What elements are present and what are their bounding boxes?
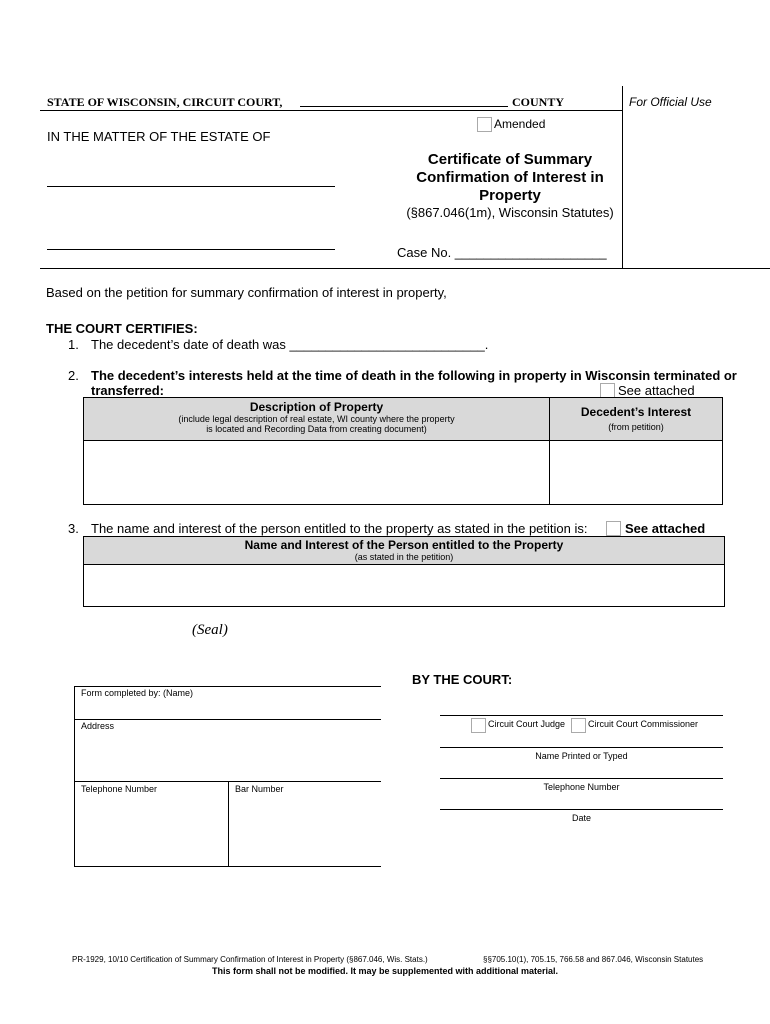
date-label: Date: [571, 813, 591, 823]
estate-name-line[interactable]: [47, 186, 335, 187]
completed-by-label: Form completed by: (Name): [81, 688, 194, 698]
name-printed-label: Name Printed or Typed: [535, 751, 628, 761]
item-3-text: The name and interest of the person entitled to the property as stated in the petition is:: [91, 521, 588, 536]
date-line[interactable]: [440, 809, 723, 810]
header-bottom-rule: [40, 268, 770, 269]
description-title: Description of Property: [249, 400, 384, 414]
item-2-number: 2.: [68, 368, 79, 383]
county-label: COUNTY: [512, 95, 565, 109]
description-cell[interactable]: [84, 441, 549, 504]
amended-checkbox[interactable]: [477, 117, 492, 132]
form-box-rule-1: [74, 719, 381, 720]
judge-checkbox[interactable]: [471, 718, 486, 733]
judge-label: Circuit Court Judge: [488, 719, 566, 729]
statute-reference: (§867.046(1m), Wisconsin Statutes): [406, 205, 614, 220]
item-3-number: 3.: [68, 521, 79, 536]
title-line-2: Confirmation of Interest in: [416, 169, 604, 186]
item-2-text-line-2: transferred:: [91, 383, 164, 398]
by-the-court-heading: BY THE COURT:: [412, 672, 513, 687]
see-attached-label-2: See attached: [625, 521, 706, 536]
telephone-field[interactable]: [75, 796, 227, 865]
entitled-cell[interactable]: [84, 565, 724, 606]
case-number-field[interactable]: Case No. _____________________: [397, 245, 607, 260]
estate-of-label: IN THE MATTER OF THE ESTATE OF: [47, 129, 271, 144]
item-2-text-line-1: The decedent’s interests held at the time of death in the following in property in Wisconsin terminated or: [91, 368, 737, 383]
court-certifies-heading: THE COURT CERTIFIES:: [46, 321, 198, 336]
official-use-label: For Official Use: [629, 95, 712, 109]
description-sub-2: is located and Recording Data from creating document): [206, 424, 427, 434]
see-attached-label-1: See attached: [618, 383, 695, 398]
bar-number-field[interactable]: [229, 796, 381, 865]
telephone-label: Telephone Number: [81, 784, 158, 794]
statutes-reference: §§705.10(1), 705.15, 766.58 and 867.046, Wisconsin Statutes: [483, 955, 704, 964]
commissioner-label: Circuit Court Commissioner: [588, 719, 699, 729]
commissioner-checkbox[interactable]: [571, 718, 586, 733]
interest-column-header: [550, 405, 722, 432]
entitled-sub: (as stated in the petition): [354, 552, 454, 562]
court-telephone-line[interactable]: [440, 778, 723, 779]
form-box-top: [74, 686, 381, 687]
court-telephone-label: Telephone Number: [543, 782, 620, 792]
county-name-line: [300, 106, 508, 107]
see-attached-checkbox-2[interactable]: [606, 521, 621, 536]
seal-label: (Seal): [192, 622, 228, 638]
modification-notice: This form shall not be modified. It may be supplemented with additional material.: [211, 966, 559, 976]
entitled-title: Name and Interest of the Person entitled to the Property: [244, 538, 564, 552]
address-label: Address: [81, 721, 115, 731]
interest-sub: (from petition): [608, 422, 664, 432]
bar-number-label: Bar Number: [235, 784, 284, 794]
completed-by-field[interactable]: [75, 699, 381, 718]
address-field[interactable]: [75, 733, 381, 780]
signature-line[interactable]: [440, 715, 723, 716]
interest-cell[interactable]: [550, 441, 722, 504]
name-printed-line[interactable]: [440, 747, 723, 748]
description-column-header: [84, 400, 549, 434]
amended-label: Amended: [494, 117, 546, 131]
form-title: [396, 151, 624, 205]
court-heading: STATE OF WISCONSIN, CIRCUIT COURT,: [47, 95, 283, 109]
form-id: PR-1929, 10/10 Certification of Summary Confirmation of Interest in Property (§867.046, Wis. Stats.): [72, 955, 428, 964]
intro-text: Based on the petition for summary confirmation of interest in property,: [46, 285, 447, 300]
header-rule: [40, 110, 622, 111]
title-line-1: Certificate of Summary: [427, 151, 593, 168]
estate-name-line-2[interactable]: [47, 249, 335, 250]
item-1-number: 1.: [68, 337, 79, 352]
date-of-death-field[interactable]: The decedent’s date of death was ___________________________.: [91, 337, 489, 352]
description-sub-1: (include legal description of real estate, WI county where the property: [178, 414, 455, 424]
interest-title: Decedent’s Interest: [580, 405, 692, 419]
title-line-3: Property: [479, 187, 541, 204]
entitled-column-header: [84, 538, 724, 562]
see-attached-checkbox-1[interactable]: [600, 383, 615, 398]
form-box-bottom: [74, 866, 381, 867]
